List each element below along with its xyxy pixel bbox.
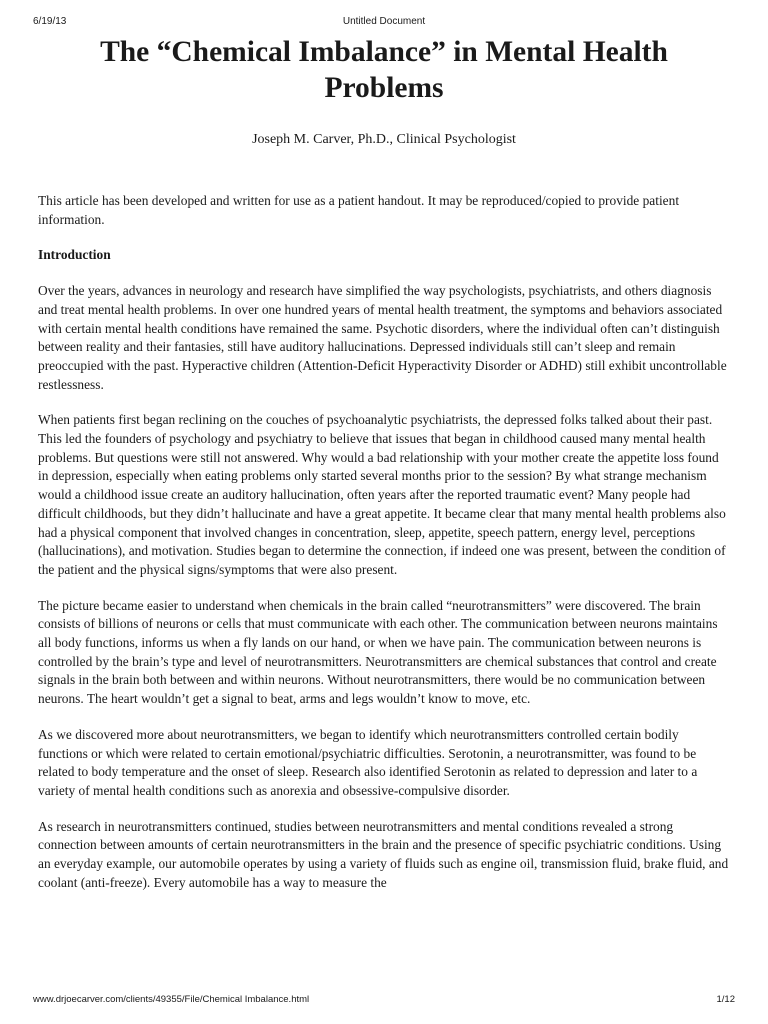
body-paragraph: When patients first began reclining on the couches of psychoanalytic psychiatrists, the depressed folks talked about their past. This led the founders of psychology and psychiatry to believe that issues that began in childhood caused many mental health problems. But questions were still not answered. Why would a bad relationship with your mother create the appetite loss found in depression, especially when eating problems only started several months prior to the session? By what strange mechanism would a childhood issue create an auditory hallucination, often years after the reported traumatic event? Many people had difficult childhoods, but they didn’t hallucinate and have a great appetite. It became clear that many mental health problems also had a physical component that involved changes in concentration, sleep, appetite, speech pattern, energy level, perceptions (hallucinations), and motivation. Studies began to determine the connection, if indeed one was present, between the condition of the patient and the physical signs/symptoms that were also present. xyxy=(38,412,726,577)
section-heading: Introduction xyxy=(38,247,111,263)
body-paragraph: Over the years, advances in neurology and research have simplified the way psychologists, psychiatrists, and others diagnosis and treat mental health problems. In over one hundred years of mental health treatment, the symptoms and behaviors associated with certain mental health conditions have remained the same. Psychotic disorders, where the individual often can’t distinguish between reality and their fantasies, still have auditory hallucinations. Depressed individuals still can’t sleep and remain preoccupied with the past. Hyperactive children (Attention-Deficit Hyperactivity Disorder or ADHD) still exhibit uncontrollable restlessness. xyxy=(38,283,727,392)
print-url: www.drjoecarver.com/clients/49355/File/Chemical Imbalance.html xyxy=(33,994,310,1005)
body-paragraph: As we discovered more about neurotransmitters, we began to identify which neurotransmitters controlled certain bodily functions or which were related to certain emotional/psychiatric difficulties. Serotonin, a neurotransmitter, was found to be related to body temperature and the onset of sleep. Research also identified Serotonin as related to depression and later to a variety of mental health conditions such as anorexia and obsessive-compulsive disorder. xyxy=(38,726,698,798)
article-title: The “Chemical Imbalance” in Mental Health Problems xyxy=(100,36,668,104)
print-footer xyxy=(33,994,735,1008)
body-paragraph: As research in neurotransmitters continued, studies between neurotransmitters and mental conditions revealed a strong connection between amounts of certain neurotransmitters in the brain and the presence of specific psychiatric conditions. Using an everyday example, our automobile operates by using a variety of fluids such as engine oil, transmission fluid, brake fluid, and coolant (anti-freeze). Every automobile has a way to measure the xyxy=(38,818,729,890)
print-document-title: Untitled Document xyxy=(342,16,426,27)
print-date: 6/19/13 xyxy=(33,16,67,27)
article-byline: Joseph M. Carver, Ph.D., Clinical Psychologist xyxy=(252,132,516,147)
intro-note: This article has been developed and written for use as a patient handout. It may be reproduced/copied to provide patient information. xyxy=(38,193,680,227)
page-number: 1/12 xyxy=(716,994,735,1005)
article xyxy=(38,34,730,893)
body-paragraph: The picture became easier to understand when chemicals in the brain called “neurotransmitters” were discovered. The brain consists of billions of neurons or cells that must communicate with each other. The communication between neurons maintains all body functions, informs us when a fly lands on our hand, or when we have pain. The communication between neurons is controlled by the brain’s type and level of neurotransmitters. Neurotransmitters are chemical substances that control and create signals in the brain both between and within neurons. Without neurotransmitters, there would be no communication between neurons. The heart wouldn’t get a signal to beat, arms and legs wouldn’t know to move, etc. xyxy=(38,597,718,707)
print-header xyxy=(33,16,735,30)
